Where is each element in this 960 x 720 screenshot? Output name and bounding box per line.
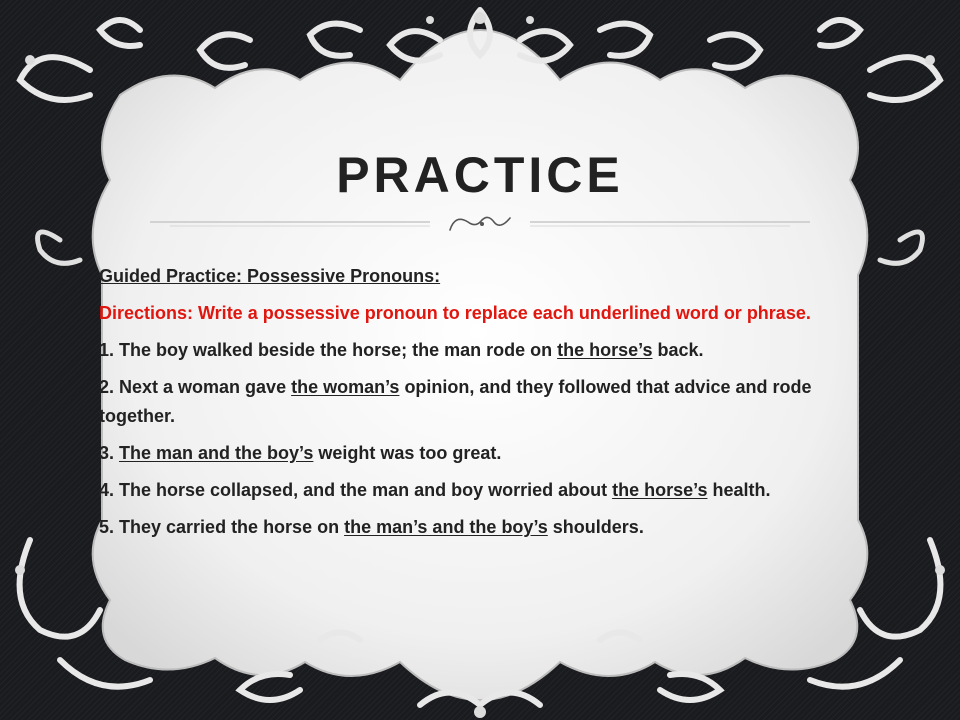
underlined-phrase: the man’s and the boy’s — [344, 517, 548, 537]
practice-heading: Guided Practice: Possessive Pronouns: — [99, 266, 441, 286]
item-text: opinion, and they followed that advice and rode together. — [99, 377, 812, 426]
underlined-phrase: the horse’s — [557, 340, 653, 360]
underlined-phrase: the horse’s — [612, 480, 708, 500]
practice-item-5 — [99, 513, 859, 542]
item-text: 2. Next a woman gave — [99, 377, 292, 397]
directions-text: Directions: Write a possessive pronoun to replace each underlined word or phrase. — [99, 303, 811, 323]
item-text: 1. The boy walked beside the horse; the man rode on — [99, 340, 558, 360]
practice-item-3 — [99, 439, 859, 468]
flourish-divider-icon — [150, 212, 810, 236]
item-text: shoulders. — [547, 517, 644, 537]
practice-item-2 — [99, 373, 859, 431]
underlined-phrase: the woman’s — [291, 377, 400, 397]
item-text: weight was too great. — [313, 443, 502, 463]
item-text: 3. — [99, 443, 120, 463]
item-text: 5. They carried the horse on — [99, 517, 345, 537]
practice-item-4 — [99, 476, 859, 505]
underlined-phrase: The man and the boy’s — [119, 443, 314, 463]
slide-content — [99, 262, 859, 550]
item-text: 4. The horse collapsed, and the man and boy worried about — [99, 480, 613, 500]
page-title: PRACTICE — [336, 147, 624, 203]
item-text: back. — [652, 340, 704, 360]
practice-item-1 — [99, 336, 859, 365]
item-text: health. — [707, 480, 771, 500]
